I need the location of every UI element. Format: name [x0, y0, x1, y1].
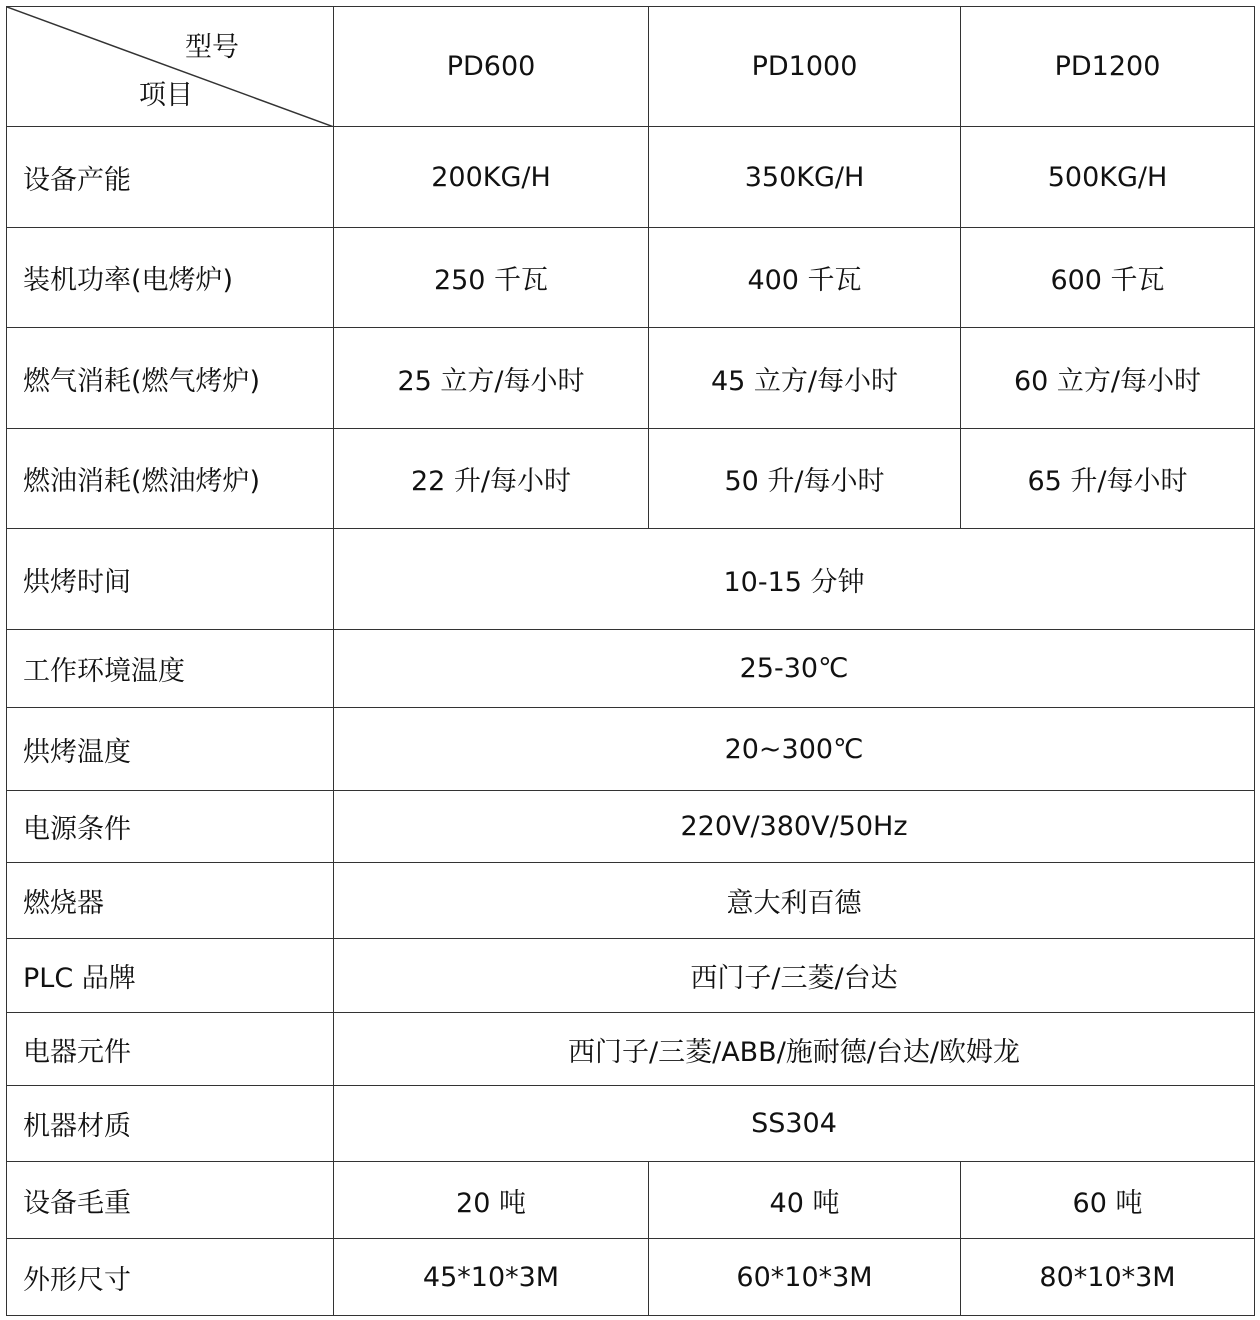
row-label: 外形尺寸 [7, 1239, 334, 1316]
cell-value: 200KG/H [334, 127, 649, 228]
cell-value: 400 千瓦 [649, 228, 961, 328]
corner-cell [7, 7, 334, 127]
spec-table [6, 6, 1255, 1316]
row-label: PLC 品牌 [7, 939, 334, 1013]
table-row [7, 708, 1255, 791]
row-label: 设备产能 [7, 127, 334, 228]
cell-value: 45 立方/每小时 [649, 328, 961, 429]
merged-value: 220V/380V/50Hz [334, 791, 1255, 863]
merged-value: 意大利百德 [334, 863, 1255, 939]
row-label: 烘烤温度 [7, 708, 334, 791]
row-label: 烘烤时间 [7, 529, 334, 630]
table-row [7, 791, 1255, 863]
cell-value: 250 千瓦 [334, 228, 649, 328]
cell-value: 50 升/每小时 [649, 429, 961, 529]
cell-value: 60 立方/每小时 [961, 328, 1255, 429]
model-header: PD1200 [961, 7, 1255, 127]
cell-value: 20 吨 [334, 1162, 649, 1239]
merged-value: 西门子/三菱/台达 [334, 939, 1255, 1013]
table-row [7, 1086, 1255, 1162]
cell-value: 350KG/H [649, 127, 961, 228]
table-row [7, 429, 1255, 529]
merged-value: 西门子/三菱/ABB/施耐德/台达/欧姆龙 [334, 1013, 1255, 1086]
merged-value: 25-30℃ [334, 630, 1255, 708]
row-label: 电源条件 [7, 791, 334, 863]
row-label: 燃气消耗(燃气烤炉) [7, 328, 334, 429]
merged-value: 20~300℃ [334, 708, 1255, 791]
table-row [7, 328, 1255, 429]
cell-value: 60 吨 [961, 1162, 1255, 1239]
cell-value: 60*10*3M [649, 1239, 961, 1316]
table-row [7, 127, 1255, 228]
row-label: 工作环境温度 [7, 630, 334, 708]
cell-value: 45*10*3M [334, 1239, 649, 1316]
row-label: 设备毛重 [7, 1162, 334, 1239]
merged-value: 10-15 分钟 [334, 529, 1255, 630]
table-row [7, 863, 1255, 939]
model-header: PD1000 [649, 7, 961, 127]
cell-value: 600 千瓦 [961, 228, 1255, 328]
row-label: 电器元件 [7, 1013, 334, 1086]
cell-value: 65 升/每小时 [961, 429, 1255, 529]
merged-value: SS304 [334, 1086, 1255, 1162]
cell-value: 22 升/每小时 [334, 429, 649, 529]
cell-value: 80*10*3M [961, 1239, 1255, 1316]
row-label: 燃油消耗(燃油烤炉) [7, 429, 334, 529]
corner-model-label: 型号 [185, 32, 239, 63]
model-header: PD600 [334, 7, 649, 127]
row-label: 燃烧器 [7, 863, 334, 939]
table-row [7, 1162, 1255, 1239]
table-row [7, 1239, 1255, 1316]
cell-value: 25 立方/每小时 [334, 328, 649, 429]
cell-value: 40 吨 [649, 1162, 961, 1239]
table-row [7, 939, 1255, 1013]
table-row [7, 228, 1255, 328]
cell-value: 500KG/H [961, 127, 1255, 228]
table-row [7, 529, 1255, 630]
table-row [7, 630, 1255, 708]
row-label: 机器材质 [7, 1086, 334, 1162]
row-label: 装机功率(电烤炉) [7, 228, 334, 328]
corner-item-label: 项目 [139, 80, 193, 111]
header-row [7, 7, 1255, 127]
table-row [7, 1013, 1255, 1086]
